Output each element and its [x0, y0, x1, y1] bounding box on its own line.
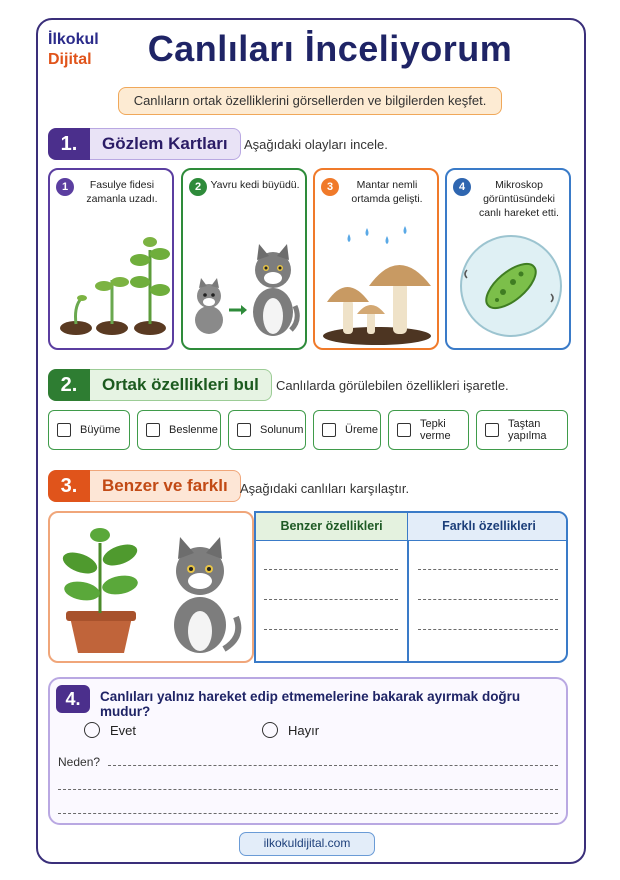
radio-label: Evet: [110, 722, 137, 738]
section3-instruction: Aşağıdaki canlıları karşılaştır.: [240, 481, 410, 496]
brand-line2: Dijital: [48, 51, 92, 68]
observation-card-3: [313, 168, 439, 350]
radio-label: Hayır: [288, 722, 320, 738]
radio-circle-icon[interactable]: [262, 722, 278, 738]
section3-number: 3.: [48, 470, 90, 502]
section1-number: 1.: [48, 128, 90, 160]
similar-answer-line[interactable]: [264, 569, 398, 570]
card-text: Mantar nemli ortamda gelişti.: [351, 179, 423, 205]
similar-answer-line[interactable]: [264, 629, 398, 630]
option-checkbox-nutrition[interactable]: [137, 410, 221, 450]
section1-label: Gözlem Kartları: [90, 128, 241, 160]
page-subtitle: Canlıların ortak özelliklerini görsellerden ve bilgilerden keşfet.: [118, 87, 502, 115]
why-label: Neden?: [58, 755, 101, 769]
option-label: Üreme: [345, 424, 379, 436]
option-label: Beslenme: [169, 424, 218, 436]
different-answer-line[interactable]: [418, 569, 558, 570]
comparison-table: [254, 511, 568, 663]
checkbox-icon[interactable]: [237, 423, 251, 437]
different-column-header: Farklı özellikleri: [408, 513, 568, 541]
footer-website[interactable]: ilkokuldijital.com: [239, 832, 375, 856]
option-checkbox-response[interactable]: [388, 410, 469, 450]
option-checkbox-made-of-stone[interactable]: [476, 410, 568, 450]
similar-answer-line[interactable]: [264, 599, 398, 600]
brand-line1: İlkokul: [48, 31, 99, 48]
option-label: Solunum: [260, 424, 304, 436]
why-answer-line[interactable]: [58, 789, 558, 790]
different-answer-line[interactable]: [418, 599, 558, 600]
compare-images-panel: [48, 511, 254, 663]
checkbox-icon[interactable]: [146, 423, 160, 437]
section4-number: 4.: [56, 685, 90, 713]
observation-card-2: [181, 168, 307, 350]
mushroom-image: [319, 220, 435, 348]
checkbox-icon[interactable]: [485, 423, 499, 437]
radio-circle-icon[interactable]: [84, 722, 100, 738]
option-checkbox-growth[interactable]: [48, 410, 130, 450]
card-text: Yavru kedi büyüdü.: [210, 179, 300, 191]
section2-label: Ortak özellikleri bul: [90, 369, 272, 401]
page-title: Canlıları İnceliyorum: [147, 28, 513, 69]
brand-logo: [48, 30, 99, 70]
different-answer-line[interactable]: [418, 629, 558, 630]
microscope-organism-image: [451, 220, 567, 348]
card-number: 2: [189, 178, 207, 196]
similar-column-header: Benzer özellikleri: [256, 513, 408, 541]
question4-text: Canlıları yalnız hareket edip etmemelerine bakarak ayırmak doğru mudur?: [100, 689, 521, 719]
radio-no[interactable]: [262, 722, 319, 738]
radio-yes[interactable]: [84, 722, 136, 738]
question4-panel: [48, 677, 568, 825]
kitten-grows-image: [187, 220, 303, 348]
option-checkbox-respiration[interactable]: [228, 410, 306, 450]
checkbox-icon[interactable]: [322, 423, 336, 437]
observation-card-4: [445, 168, 571, 350]
why-answer-line[interactable]: [58, 813, 558, 814]
section3-header: [48, 470, 241, 502]
card-number: 4: [453, 178, 471, 196]
observation-card-1: [48, 168, 174, 350]
bean-sprout-growth-image: [54, 220, 170, 348]
section2-header: [48, 369, 272, 401]
option-label: Taştan yapılma: [508, 418, 547, 442]
column-divider: [407, 541, 409, 663]
card-number: 1: [56, 178, 74, 196]
section1-instruction: Aşağıdaki olayları incele.: [244, 137, 388, 152]
checkbox-icon[interactable]: [397, 423, 411, 437]
section2-number: 2.: [48, 369, 90, 401]
section2-instruction: Canlılarda görülebilen özellikleri işaretle.: [276, 378, 509, 393]
option-checkbox-reproduction[interactable]: [313, 410, 381, 450]
why-answer-line[interactable]: [108, 765, 558, 766]
section3-label: Benzer ve farklı: [90, 470, 241, 502]
card-number: 3: [321, 178, 339, 196]
plant-and-cat-image: [50, 513, 252, 661]
option-label: Büyüme: [80, 424, 121, 436]
checkbox-icon[interactable]: [57, 423, 71, 437]
card-text: Fasulye fidesi zamanla uzadı.: [86, 179, 158, 205]
card-text: Mikroskop görüntüsündeki canlı hareket etti.: [479, 179, 559, 219]
section1-header: [48, 128, 241, 160]
option-label: Tepki verme: [420, 418, 451, 442]
